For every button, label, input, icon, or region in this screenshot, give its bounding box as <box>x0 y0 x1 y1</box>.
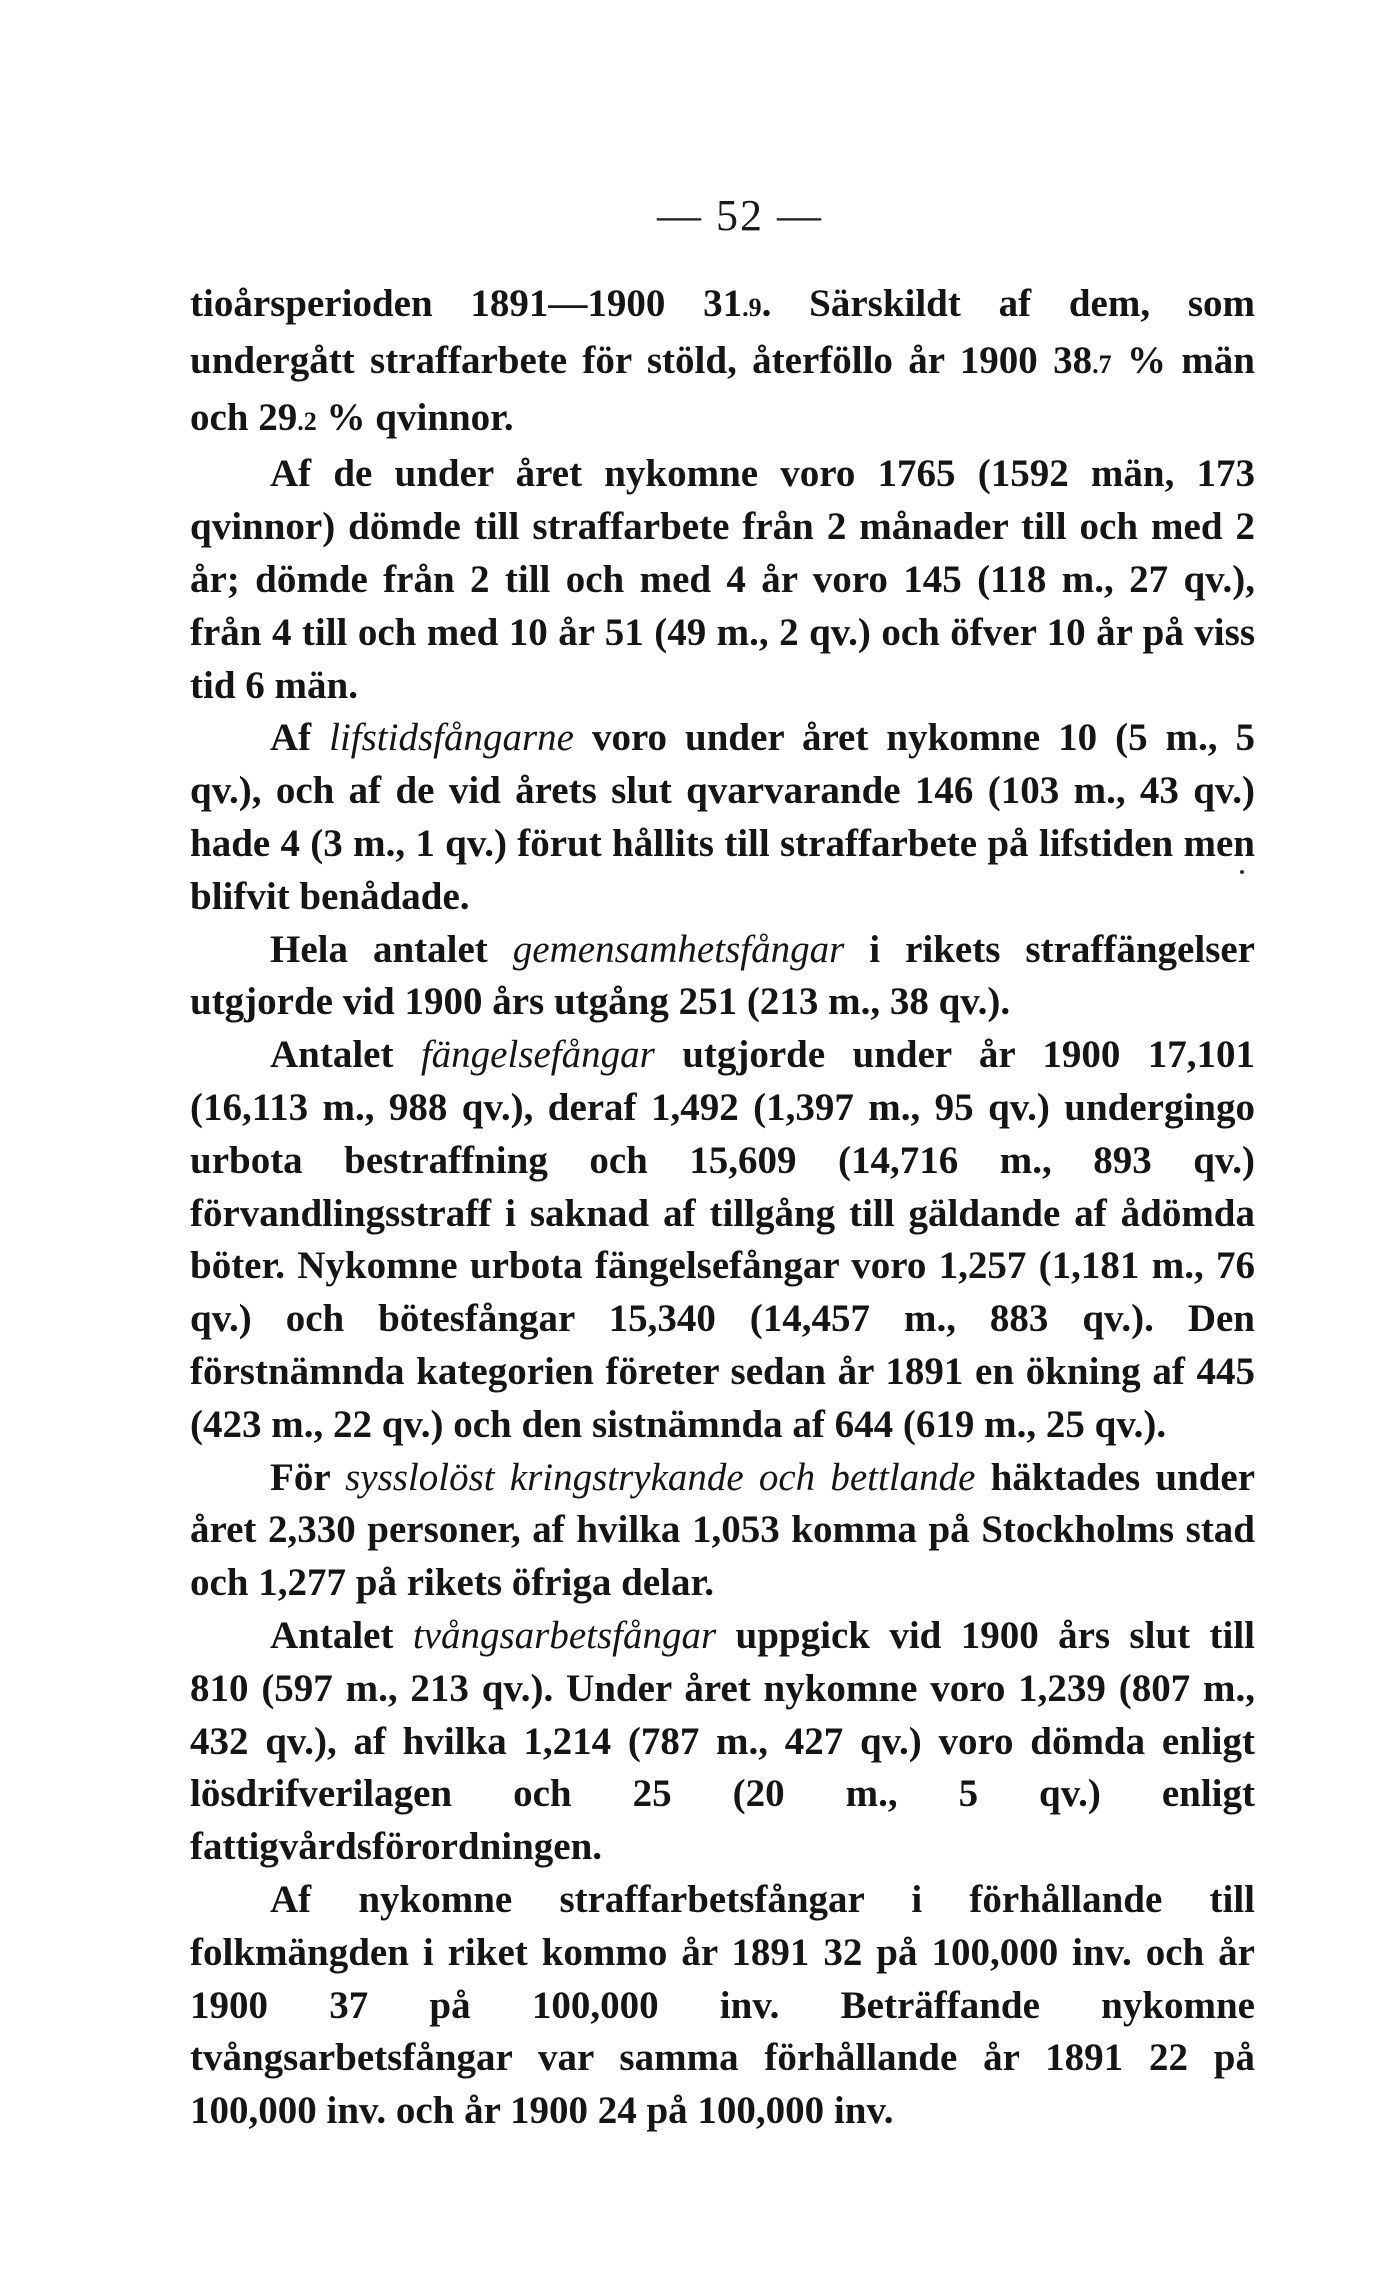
text-run: % män och 29 <box>190 338 1255 439</box>
text-run: . Särskildt af dem, som undergått straffarbete för stöld, återföllo år 1900 38 <box>190 282 1255 382</box>
text-run: % qvinnor. <box>316 395 514 439</box>
text-run: Antalet <box>270 1613 413 1657</box>
emphasized-term: lifstidsfångarne <box>329 716 574 760</box>
emphasized-term: tvångsarbetsfångar <box>412 1613 717 1657</box>
text-run: uppgick vid 1900 års slut till 810 (597 m., 213 qv.). Under året nykomne voro 1,239 (807 m., 432 qv.), af hvilka 1,214 (787 m., 427 qv.) voro dömda enligt lösdrifverilagen och 25 (20 m., 5 qv.) enligt fattigvårdsförordningen. <box>190 1613 1255 1869</box>
emphasized-term: gemensamhetsfångar <box>512 927 845 971</box>
paragraph <box>190 712 1255 923</box>
text-run: Antalet <box>270 1033 421 1077</box>
text-run: tioårsperioden 1891—1900 31 <box>190 282 743 325</box>
text-run: häktades under året 2,330 personer, af hvilka 1,053 komma på Stockholms stad och 1,277 på rikets öfriga delar. <box>190 1455 1256 1605</box>
text-run: Af nykomne straffarbetsfångar i förhållande till folkmängden i riket kommo år 1891 32 på 100,000 inv. och år 1900 37 på 100,000 inv. Beträffande nykomne tvångsarbetsfångar var samma förhållande år 1891 22 på 100,000 inv. och år 1900 24 på 100,000 inv. <box>190 1877 1255 2133</box>
paragraph <box>190 1029 1255 1451</box>
emphasized-term: sysslolöst kringstrykande och bettlande <box>345 1455 976 1499</box>
text-run: Af de under året nykomne voro 1765 (1592 män, 173 qvinnor) dömde till straffarbete från 2 månader till och med 2 år; dömde från 2 till och med 4 år voro 145 (118 m., 27 qv.), från 4 till och med 10 år 51 (49 m., 2 qv.) och öfver 10 år på viss tid 6 män. <box>190 452 1255 707</box>
body-text <box>190 278 1255 2138</box>
paragraph <box>190 1874 1255 2138</box>
paragraph <box>190 448 1255 712</box>
paragraph <box>190 1452 1255 1610</box>
paragraph <box>190 1610 1255 1874</box>
text-run: voro under året nykomne 10 (5 m., 5 qv.), och af de vid årets slut qvarvarande 146 (103 m., 43 qv.) hade 4 (3 m., 1 qv.) förut hållits till straffarbete på lifstiden men blifvit benådade. <box>190 716 1256 918</box>
text-run: Hela antalet <box>270 927 513 971</box>
emphasized-term: fängelsefångar <box>420 1033 655 1077</box>
decimal-fraction: .9 <box>742 293 762 322</box>
text-run: För <box>270 1455 346 1499</box>
text-run: utgjorde under år 1900 17,101 (16,113 m., 988 qv.), deraf 1,492 (1,397 m., 95 qv.) undergingo urbota bestraffning och 15,609 (14,716 m., 893 qv.) förvandlingsstraff i saknad af tillgång till gäldande af ådömda böter. Nykomne urbota fängelsefångar voro 1,257 (1,181 m., 76 qv.) och bötesfångar 15,340 (14,457 m., 883 qv.). Den förstnämnda kategorien företer sedan år 1891 en ökning af 445 (423 m., 22 qv.) och den sistnämnda af 644 (619 m., 25 qv.). <box>190 1033 1255 1446</box>
decimal-fraction: .7 <box>1092 349 1112 379</box>
text-run: Af <box>270 716 330 760</box>
decimal-fraction: .2 <box>297 406 317 436</box>
paragraph <box>190 278 1255 448</box>
paragraph <box>190 924 1255 1030</box>
text-run: i rikets straffängelser utgjorde vid 1900 års utgång 251 (213 m., 38 qv.). <box>190 927 1255 1024</box>
page-number: — 52 — <box>657 191 823 240</box>
